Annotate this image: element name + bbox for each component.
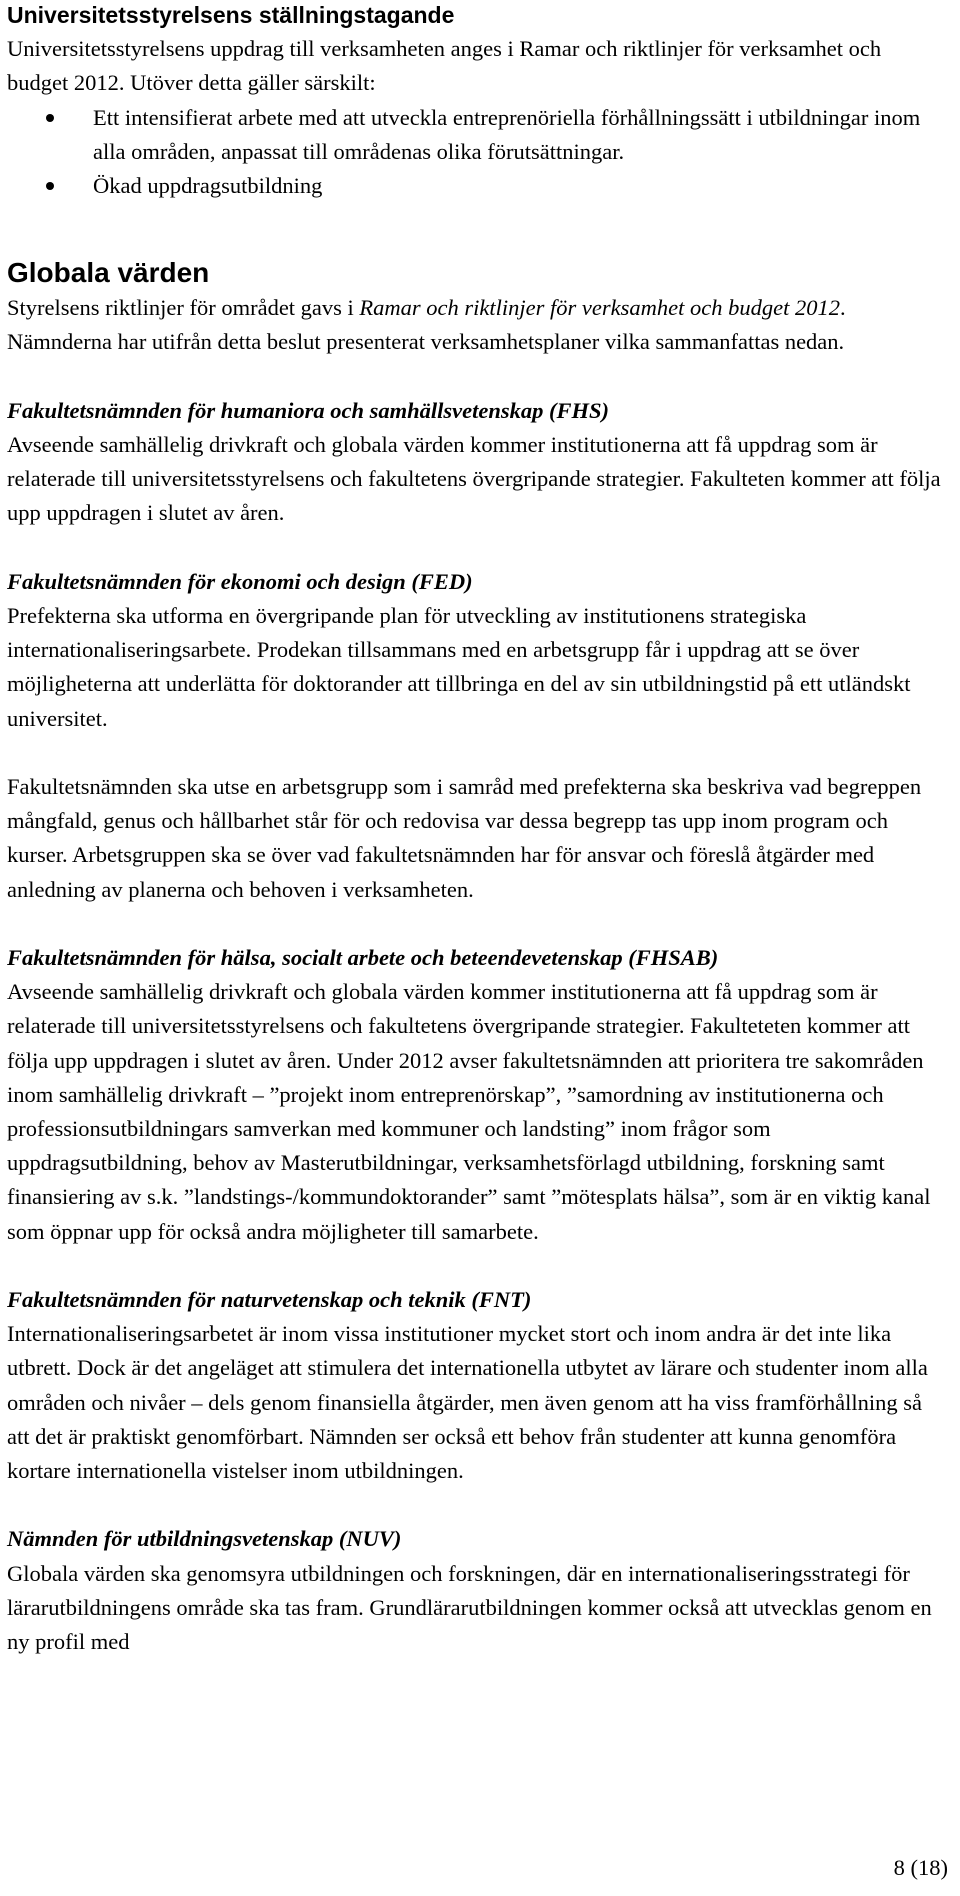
section-heading-globala-varden: Globala värden <box>7 257 210 289</box>
fnt-paragraph: Internationaliseringsarbetet är inom vissa institutioner mycket stort och inom andra är det inte lika utbrett. Dock är det angeläget att stimulera det internationella utbytet av lärare och studenter inom alla områden och nivåer – dels genom finansiella åtgärder, men även genom att ha viss framförhållning så att det är praktiskt genomförbart. Nämnden ser också ett behov från studenter att kunna genomföra kortare internationella vistelser inom utbildningen. <box>7 1321 928 1484</box>
heading-nuv: Nämnden för utbildningsvetenskap (NUV) <box>7 1526 402 1552</box>
bullet-text: Ökad uppdragsutbildning <box>93 173 323 199</box>
heading-fhs: Fakultetsnämnden för humaniora och samhällsvetenskap (FHS) <box>7 397 609 423</box>
bullet-icon <box>46 114 54 122</box>
fhs-paragraph: Avseende samhällelig drivkraft och globala värden kommer institutionerna att få uppdrag som är relaterade till universitetsstyrelsens och fakultetens övergripande strategier. Fakulteten kommer att följa upp uppdragen i slutet av åren. <box>7 432 941 526</box>
globala-paragraph: Styrelsens riktlinjer för området gavs i Ramar och riktlinjer för verksamhet och budget 2012. Nämnderna har utifrån detta beslut presenterat verksamhetsplaner vilka sammanfattas nedan. <box>7 295 846 355</box>
heading-fhsab: Fakultetsnämnden för hälsa, socialt arbete och beteendevetenskap (FHSAB) <box>7 945 719 971</box>
intro-paragraph: Universitetsstyrelsens uppdrag till verksamheten anges i Ramar och riktlinjer för verksamhet och budget 2012. Utöver detta gäller särskilt: <box>7 36 882 96</box>
heading-fnt: Fakultetsnämnden för naturvetenskap och teknik (FNT) <box>7 1287 532 1313</box>
fed-paragraph-1: Prefekterna ska utforma en övergripande plan för utveckling av institutionens strategiska internationaliseringsarbete. Prodekan tillsammans med en arbetsgrupp får i uppdrag att se över möjligheterna att underlätta för doktorander att tillbringa en del av sin utbildningstid på ett utländskt universitet. <box>7 603 911 731</box>
section-heading-universitetsstyrelsen: Universitetsstyrelsens ställningstagande <box>7 2 455 28</box>
document-page <box>7 0 947 1659</box>
document-title-reference: Ramar och riktlinjer för verksamhet och budget 2012 <box>359 295 840 321</box>
nuv-paragraph: Globala värden ska genomsyra utbildningen och forskningen, där en internationaliseringsstrategi för lärarutbildningens område ska tas fram. Grundlärarutbildningen kommer också att utvecklas genom en ny profil med <box>7 1560 932 1655</box>
fhsab-paragraph: Avseende samhällelig drivkraft och globala värden kommer institutionerna att få uppdrag som är relaterade till universitetsstyrelsens och fakultetens övergripande strategier. Fakulteteten kommer att följa upp uppdragen i slutet av åren. Under 2012 avser fakultetsnämnden att prioritera tre sakområden inom samhällelig drivkraft – ”projekt inom entreprenörskap”, ”samordning av institutionerna och professionsutbildningars samverkan med kommuner och landsting” inom frågor som uppdragsutbildning, behov av Masterutbildningar, verksamhetsförlagd utbildning, forskning samt finansiering av s.k. ”landstings-/kommundoktorander” samt ”mötesplats hälsa”, som är en viktig kanal som öppnar upp för också andra möjligheter till samarbete. <box>7 979 931 1244</box>
bullet-icon <box>46 182 54 190</box>
bullet-item <box>7 169 947 203</box>
bullet-list <box>7 101 947 204</box>
bullet-text: Ett intensifierat arbete med att utveckla entreprenöriella förhållningssätt i utbildningar inom alla områden, anpassat till områdenas olika förutsättningar. <box>93 104 921 164</box>
heading-fed: Fakultetsnämnden för ekonomi och design (FED) <box>7 568 473 594</box>
bullet-item <box>7 101 947 169</box>
page-number: 8 (18) <box>893 1855 948 1880</box>
fed-paragraph-2: Fakultetsnämnden ska utse en arbetsgrupp som i samråd med prefekterna ska beskriva vad begreppen mångfald, genus och hållbarhet står för och redovisa var dessa begrepp tas upp inom program och kurser. Arbetsgruppen ska se över vad fakultetsnämnden har för ansvar och föreslå åtgärder med anledning av planerna och behoven i verksamheten. <box>7 774 922 902</box>
